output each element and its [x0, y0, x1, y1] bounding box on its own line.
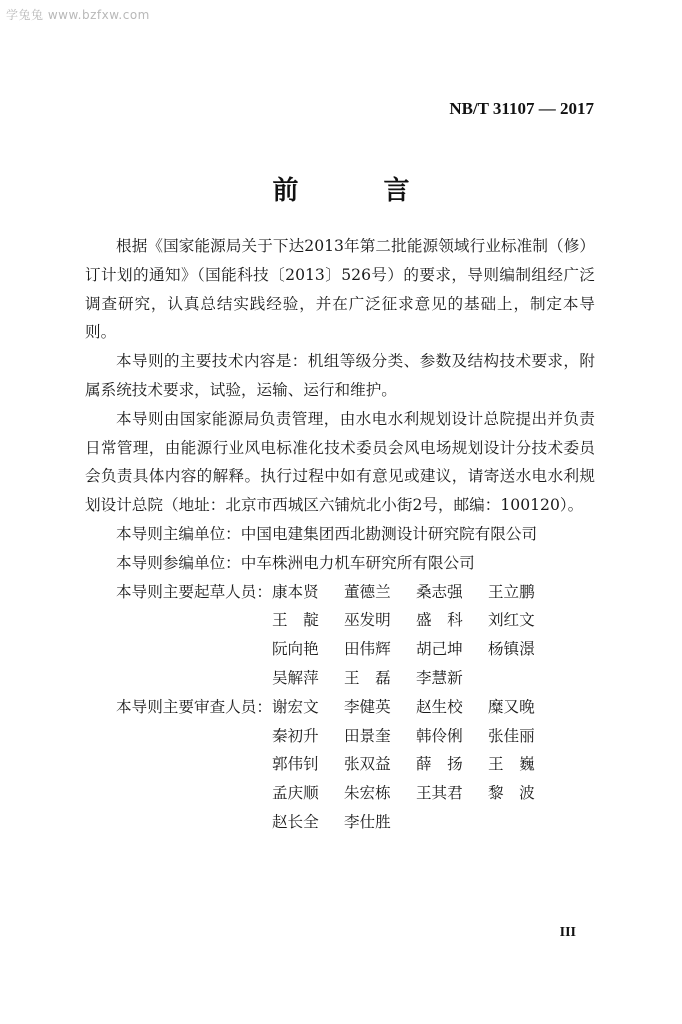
reviewer-name: 秦初升 — [271, 726, 319, 745]
reviewer-name: 李健英 — [343, 697, 391, 716]
participating-unit: 本导则参编单位：中车株洲电力机车研究所有限公司 — [116, 553, 475, 572]
drafter-name: 巫发明 — [343, 611, 391, 630]
watermark: 学兔兔 www.bzfxw.com — [6, 8, 150, 22]
document-code: NB/T 31107 — 2017 — [449, 99, 594, 118]
reviewer-name: 李仕胜 — [343, 812, 391, 831]
drafter-name: 王 磊 — [343, 668, 391, 687]
reviewer-name: 谢宏文 — [271, 697, 319, 716]
drafters-label: 本导则主要起草人员： — [116, 582, 272, 601]
drafter-name: 桑志强 — [415, 582, 463, 601]
paragraph: 本导则的主要技术内容是：机组等级分类、参数及结构技术要求，附属系统技术要求，试验，运输、运行和维护。 — [85, 352, 595, 399]
reviewer-name: 赵长全 — [271, 812, 319, 831]
drafter-name: 胡己坤 — [415, 640, 463, 659]
reviewer-name: 王 巍 — [487, 755, 535, 774]
drafter-name: 吴解萍 — [271, 668, 319, 687]
reviewer-name: 韩伶俐 — [415, 726, 463, 745]
reviewer-name: 薛 扬 — [415, 755, 463, 774]
drafter-name: 王 靛 — [271, 611, 319, 630]
reviewers-list — [272, 693, 560, 837]
drafter-name: 王立鹏 — [487, 582, 535, 601]
reviewer-name: 孟庆顺 — [271, 784, 319, 803]
foreword-body — [85, 232, 595, 837]
paragraph: 本导则由国家能源局负责管理，由水电水利规划设计总院提出并负责日常管理，由能源行业风电标准化技术委员会风电场规划设计分技术委员会负责具体内容的解释。执行过程中如有意见或建议，请寄送水电水利规划设计总院（地址：北京市西城区六铺炕北小街2号，邮编：100120）。 — [85, 409, 595, 515]
drafters-list — [272, 578, 560, 693]
drafter-name: 盛 科 — [415, 611, 463, 630]
drafter-name: 李慧新 — [415, 668, 463, 687]
reviewers-label: 本导则主要审查人员： — [116, 697, 272, 716]
reviewer-name: 王其君 — [415, 784, 463, 803]
drafter-name: 阮向艳 — [271, 640, 319, 659]
drafter-name: 杨镇澋 — [487, 640, 535, 659]
reviewer-name: 郭伟钊 — [271, 755, 319, 774]
reviewer-name: 黎 波 — [487, 784, 535, 803]
drafter-name: 董德兰 — [343, 582, 391, 601]
reviewers-block — [85, 693, 595, 837]
drafter-name: 田伟辉 — [343, 640, 391, 659]
page-title: 前 言 — [272, 176, 448, 206]
drafter-name: 刘红文 — [487, 611, 535, 630]
reviewer-name: 朱宏栋 — [343, 784, 391, 803]
reviewer-name: 田景奎 — [343, 726, 391, 745]
reviewer-name: 赵生校 — [415, 697, 463, 716]
paragraph: 根据《国家能源局关于下达2013年第二批能源领域行业标准制（修）订计划的通知》（国能科技〔2013〕526号）的要求，导则编制组经广泛调查研究，认真总结实践经验，并在广泛征求意见的基础上，制定本导则。 — [85, 237, 595, 342]
reviewer-name: 张佳丽 — [487, 726, 535, 745]
page-number: III — [559, 925, 576, 940]
reviewer-name: 张双益 — [343, 755, 391, 774]
reviewer-name: 糜又晚 — [487, 697, 535, 716]
drafter-name: 康本贤 — [271, 582, 319, 601]
drafters-block — [85, 578, 595, 693]
chief-editor-unit: 本导则主编单位：中国电建集团西北勘测设计研究院有限公司 — [116, 524, 538, 543]
